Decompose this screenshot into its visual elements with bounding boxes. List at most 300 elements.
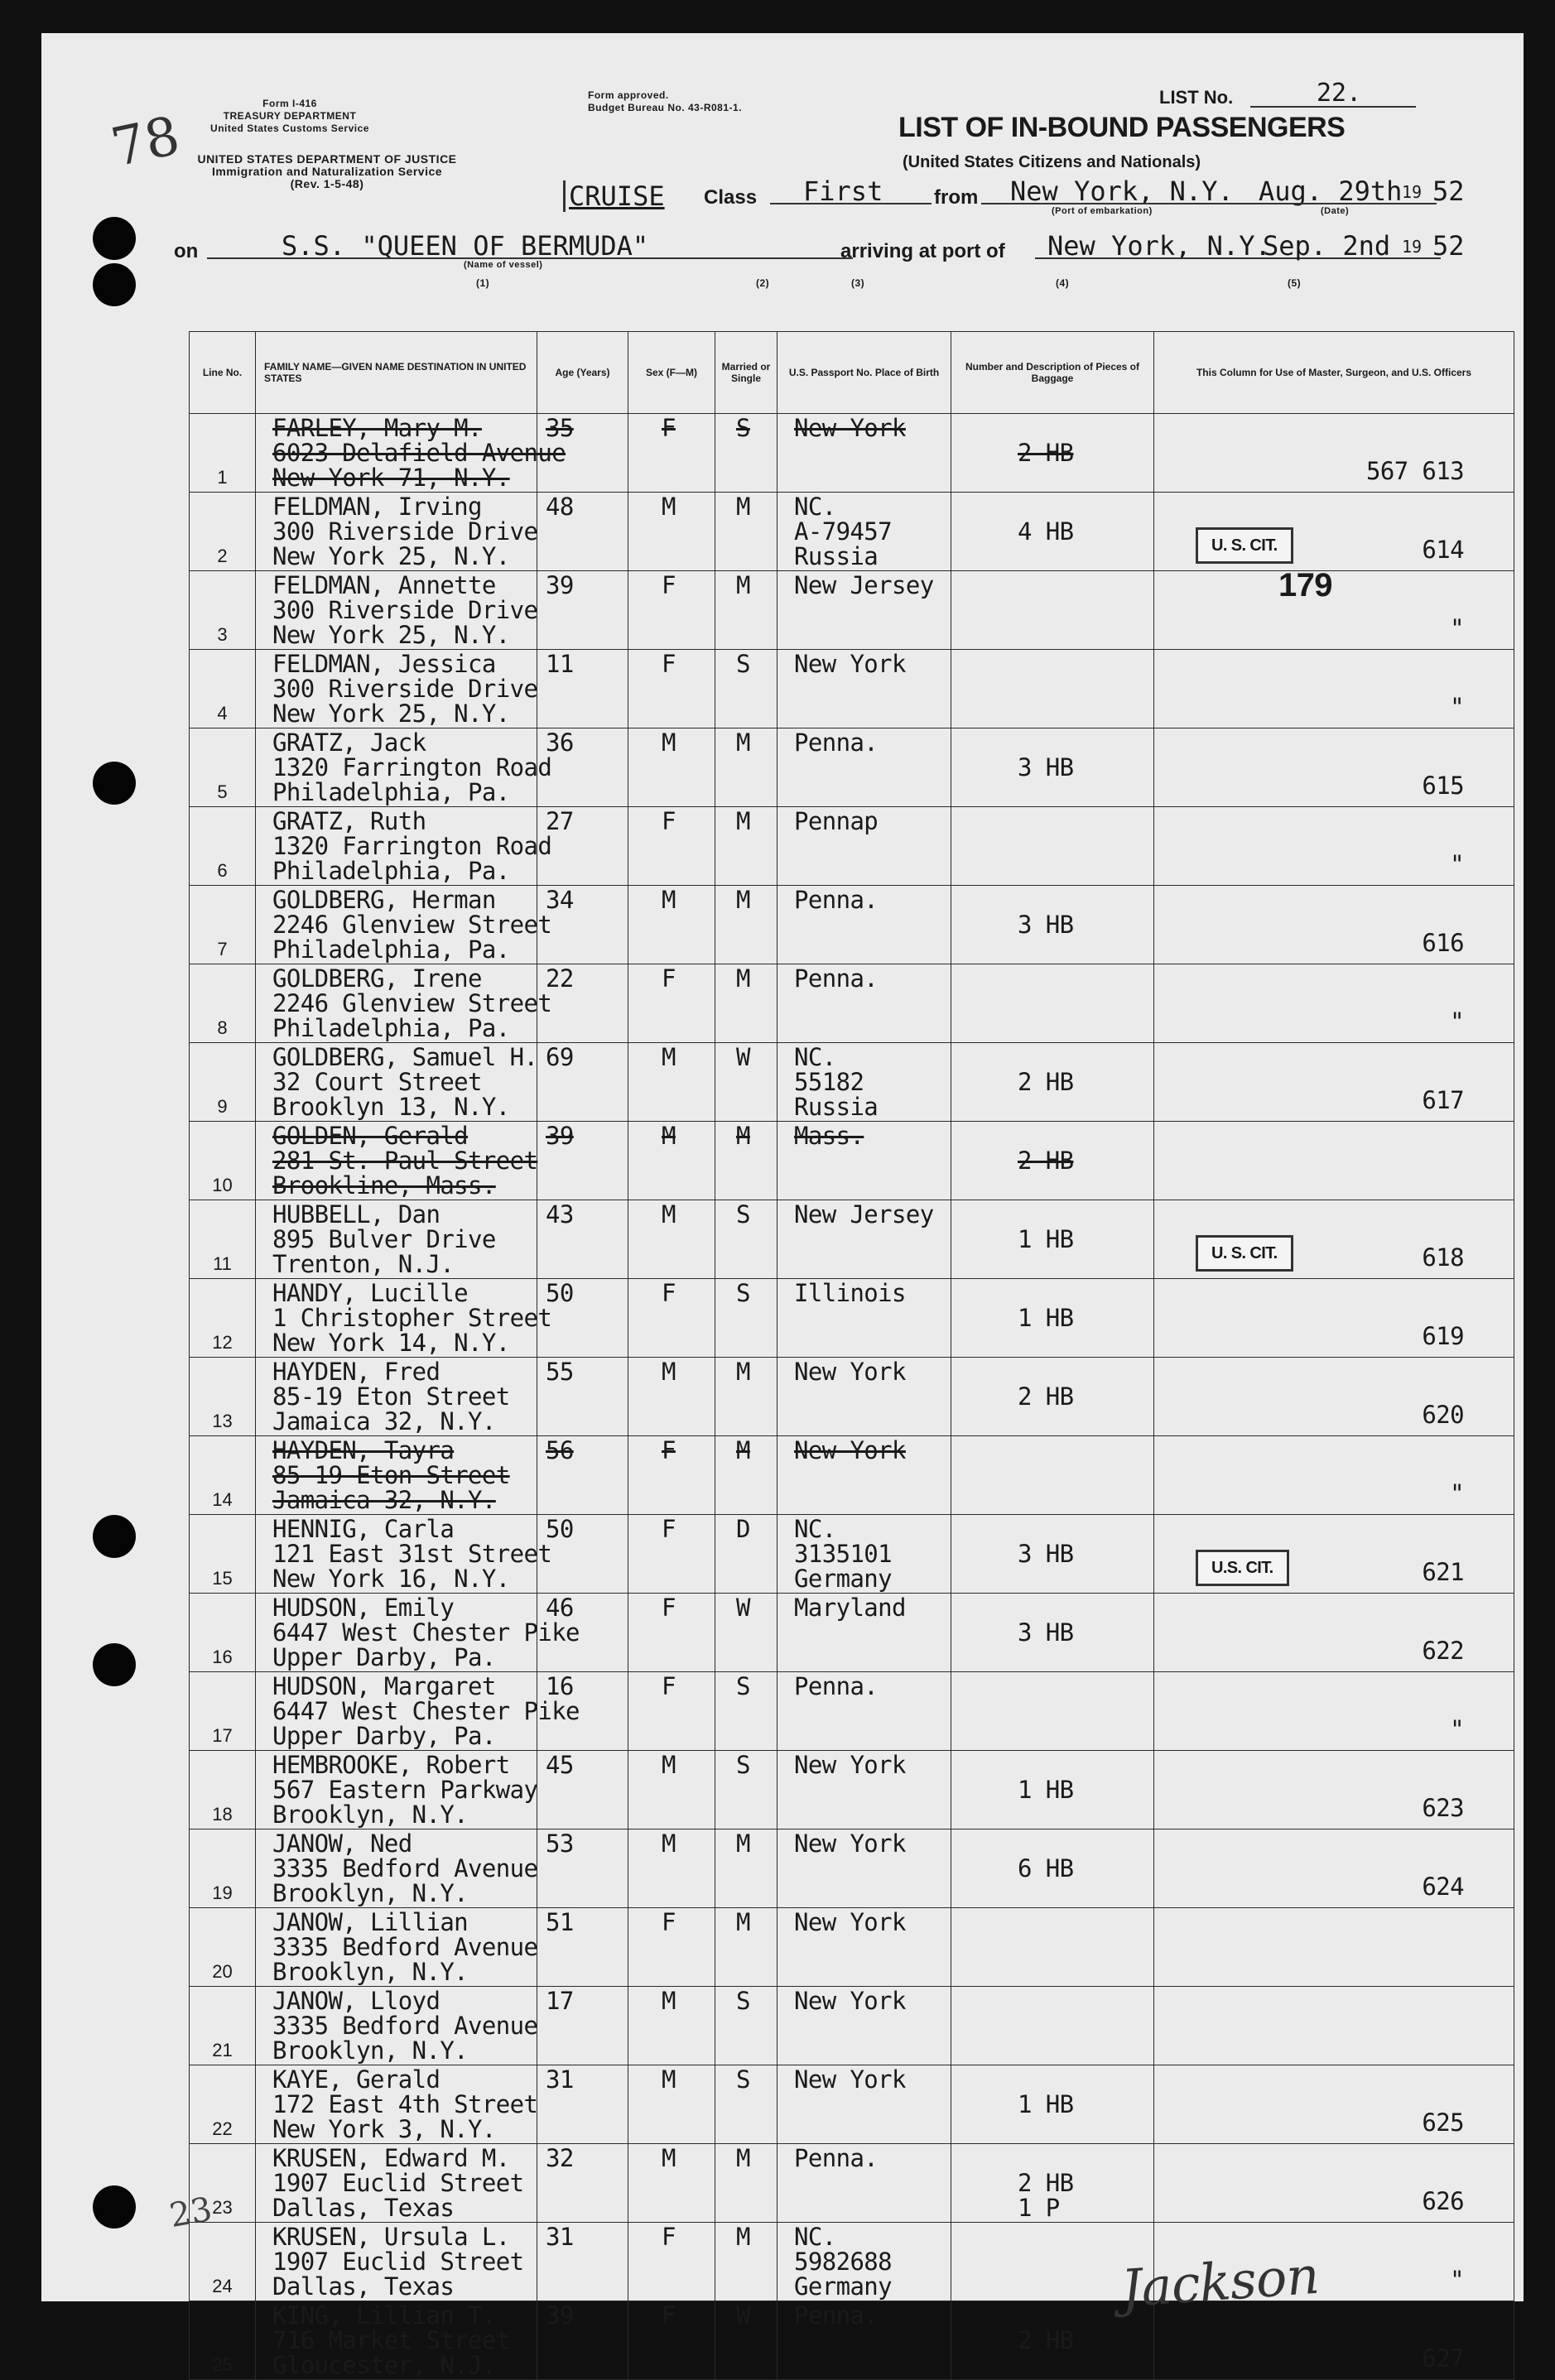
- line-number: 6: [190, 807, 256, 886]
- page-subtitle: (United States Citizens and Nationals): [903, 153, 1201, 171]
- officer-column: [1154, 886, 1514, 960]
- passport-birthplace: [778, 1829, 951, 1856]
- baggage-line-2: 3 HB: [1018, 1618, 1074, 1647]
- passenger-name: HUDSON, Emily: [272, 1594, 455, 1622]
- baggage: [951, 1515, 1153, 1566]
- baggage-line-2: 3 HB: [1018, 1540, 1074, 1568]
- passenger-name-address: [256, 1122, 537, 1198]
- passenger-name: HUBBELL, Dan: [272, 1200, 441, 1228]
- baggage-line-2: 2 HB: [1018, 439, 1074, 467]
- passport-birthplace: [778, 1122, 951, 1148]
- binder-hole: [93, 762, 136, 805]
- line-number: 23: [190, 2144, 256, 2223]
- birthplace: Russia: [794, 542, 879, 570]
- address-city: Upper Darby, Pa.: [272, 1643, 496, 1671]
- passenger-name: KING, Lillian T.: [272, 2301, 496, 2330]
- age-value: 31: [546, 2223, 574, 2251]
- officer-column: [1119, 2244, 1514, 2376]
- line-number: 16: [190, 1594, 256, 1672]
- passenger-row: [190, 1672, 1514, 1751]
- marital-value: W: [736, 1594, 750, 1622]
- passenger-name: FELDMAN, Irving: [272, 493, 482, 521]
- passport-prefix: NC.: [794, 493, 836, 521]
- sex-value: F: [662, 807, 676, 835]
- address-street: 85-19 Eton Street: [272, 1461, 510, 1489]
- marital-value: M: [736, 1829, 750, 1858]
- address-street: 3335 Bedford Avenue: [272, 2012, 538, 2040]
- passenger-name-address: [256, 1043, 537, 1119]
- officer-tally: ": [1450, 1007, 1464, 1036]
- marital-value: M: [736, 493, 750, 521]
- address-street: 2246 Glenview Street: [272, 989, 552, 1017]
- passenger-row: [190, 1908, 1514, 1987]
- passenger-name: GOLDBERG, Herman: [272, 886, 496, 914]
- arrival-port: New York, N.Y.: [1047, 230, 1271, 262]
- address-city: Brooklyn, N.Y.: [272, 1801, 469, 1829]
- table-header: [190, 332, 1514, 414]
- address-street: 567 Eastern Parkway: [272, 1776, 538, 1804]
- address-city: Trenton, N.J.: [272, 1250, 455, 1278]
- line-number: 3: [190, 571, 256, 650]
- passenger-row: [190, 886, 1514, 964]
- passenger-row: [190, 493, 1514, 571]
- birthplace: New York: [794, 1358, 906, 1386]
- address-street: 1 Christopher Street: [272, 1304, 552, 1332]
- address-street: 3335 Bedford Avenue: [272, 1933, 538, 1961]
- birthplace: Russia: [794, 1093, 879, 1121]
- officer-tally: 619: [1422, 1322, 1464, 1350]
- passenger-name-address: [256, 1436, 537, 1512]
- birthplace: New York: [794, 1751, 906, 1779]
- birthplace: New Jersey: [794, 571, 934, 599]
- baggage: [951, 1279, 1153, 1330]
- passenger-name-address: [256, 2065, 537, 2142]
- passenger-name-address: [256, 964, 552, 1042]
- passport-birthplace: [778, 1279, 951, 1305]
- passenger-name-address: [256, 2223, 537, 2299]
- sex-value: F: [662, 1436, 676, 1464]
- passport-birthplace: [778, 1043, 951, 1119]
- officer-column: [1154, 1751, 1514, 1825]
- officer-column: [1154, 2144, 1514, 2219]
- class-label: Class: [704, 186, 758, 209]
- us-citizen-stamp: U. S. CIT.: [1196, 527, 1293, 564]
- line-number: 2: [190, 493, 256, 571]
- header-sex: Sex (F—M): [628, 332, 715, 414]
- col-num-1: (1): [476, 277, 490, 289]
- passport-birthplace: [778, 1987, 951, 2013]
- birthplace: Penna.: [794, 2144, 879, 2172]
- passenger-row: [190, 650, 1514, 728]
- sex-value: M: [662, 1122, 676, 1150]
- officer-column: [1154, 1672, 1514, 1747]
- marital-value: S: [736, 1672, 750, 1700]
- address-city: Jamaica 32, N.Y.: [272, 1486, 496, 1514]
- passenger-name: HAYDEN, Fred: [272, 1358, 441, 1386]
- passenger-row: [190, 964, 1514, 1043]
- officer-column: [1154, 650, 1514, 724]
- age-value: 35: [546, 414, 574, 442]
- line-number: 9: [190, 1043, 256, 1122]
- passport-birthplace: [778, 1436, 951, 1463]
- officer-tally: 627: [1422, 2344, 1464, 2373]
- age-value: 22: [546, 964, 574, 993]
- age-value: 17: [546, 1987, 574, 2015]
- address-city: New York 25, N.Y.: [272, 621, 510, 649]
- marital-value: M: [736, 1122, 750, 1150]
- table-body: [190, 414, 1514, 2380]
- embark-port: New York, N.Y.: [1010, 175, 1234, 207]
- passenger-name-address: [256, 2144, 537, 2220]
- passenger-row: [190, 1200, 1514, 1279]
- manifest-page: 78 Form I-416 TREASURY DEPARTMENT United States Customs Service UNITED STATES DEPARTMENT OF JUSTICE Immigration and Naturalization Service (Rev. 1-5-48) Form approved. Budget Bureau No. 43-R081-1. LIST No. 22. LIST OF IN-BOUND PASSENGERS (United States Citizens and Nationals) CRUISE Class First from New York, N.Y. (Port of embarkation) Aug. 29th 19 52 (Date) on S.S. "QUEEN OF BERMUDA" (Name of vessel) arriving at port of New York, N.Y. Sep. 2nd 19 52 (1) (2) (3) (4) (5) Line No. FAMILY NAME—GIVEN NAME DESTINATION IN UNITED STATES Age (Years) Sex (F—M) Married or Single U.S. Passport No. Place of Birth Number and Description of Pieces of Baggage This Column for Use of Master, Surgeon, and U.S. Officers 1 FARLEY, Mary M. 6023 Delafield Avenue New York 71, N.Y. 35 F S New York 2 HB 567 613 2 FELDMAN, Irving 300 Riverside Drive New York 25, N.Y. 48 M M NC. A-79457 Russia 4 HB U. S. CIT. 614 3 FELDMAN, Annette 300 Riverside Drive New York 25, N.Y. 39 F M New Jersey 179 " 4 FELDMAN, Jessica 300 Riverside Drive New York 25, N.Y. 11 F S New York " 5 GRATZ, Jack 1320 Farrington Road Philadelphia, Pa. 36 M M Penna. 3 HB 615 6 GRATZ, Ruth 1320 Farrington Road Philadelphia, Pa. 27 F M Pennap " 7 GOLDBERG, Herman 2246 Glenview Street Philadelphia, Pa. 34 M M Penna. 3 HB 616 8 GOLDBERG, Irene 2246 Glenview Street Philadelphia, Pa. 22 F M Penna. " 9 GOLDBERG, Samuel H. 32 Court Street Brooklyn 13, N.Y. 69 M W NC. 55182 Russia 2 HB 617 10 GOLDEN, Gerald 281 St. Paul Street Brookline, Mass. 39 M M Mass. 2 HB 11 HUBBELL, Dan 895 Bulver Drive Trenton, N.J. 43 M S New Jersey 1 HB U. S. CIT. 618 12 HANDY, Lucille 1 Christopher Street New York 14, N.Y. 50 F S Illinois 1 HB 619 13 HAYDEN, Fred 85-19 Eton Street Jamaica 32, N.Y. 55 M M New York 2 HB 620 14 HAYDEN, Tayra 85-19 Eton Street Jamaica 32, N.Y. 56 F M New York " 15 HENNIG, Carla 121 East 31st Street New York 16, N.Y. 50 F D NC. 3135101 Germany 3 HB U.S. CIT. 621 16 HUDSON, Emily 6447 West Chester Pike Upper Darby, Pa. 46 F W Maryland 3 HB 622 17 HUDSON, Margaret 6447 West Chester Pike Upper Darby, Pa. 16 F S Penna. " 18 HEMBROOKE, Robert 567 Eastern Parkway Brooklyn, N.Y. 45 M S New York 1 HB 623 19 JANOW, Ned 3335 Bedford Avenue Brooklyn, N.Y. 53 M M New York 6 HB 624 20 JANOW, Lillian 3335 Bedford Avenue Brooklyn, N.Y. 51 F M New York 21 JANOW, Lloyd 3335 Bedford Avenue Brooklyn, N.Y. 17 M S New York 22 KAYE, Gerald 172 East 4th Street New York 3, N.Y. 31 M S New York 1 HB 625 23 KRUSEN, Edward M. 1907 Euclid Street Dallas, Texas 32 M M Penna. 2 HB 1 P 626 24 KRUSEN, Ursula L. 1907 Euclid Street Dallas, Texas 31 F M NC. 5982688 Germany " 25 KING, Lillian T. 716 Market Street Gloucester, N.J. 39 F W Penna. 2 HB Jackson 627 23: [41, 33, 1524, 2301]
- passenger-name-address: [256, 571, 537, 647]
- address-street: 85-19 Eton Street: [272, 1382, 510, 1411]
- baggage: [951, 1829, 1153, 1881]
- passport-birthplace: [778, 1672, 951, 1699]
- officer-column: [1154, 728, 1514, 803]
- passenger-row: [190, 1829, 1514, 1908]
- baggage-line-2: 4 HB: [1018, 517, 1074, 546]
- sex-value: M: [662, 2144, 676, 2172]
- address-city: Gloucester, N.J.: [272, 2351, 496, 2379]
- birthplace: New Jersey: [794, 1200, 934, 1228]
- passenger-name-address: [256, 1279, 552, 1357]
- address-street: 1320 Farrington Road: [272, 832, 552, 860]
- officer-tally: 614: [1422, 536, 1464, 564]
- officer-column: [1154, 1200, 1514, 1275]
- marital-value: S: [736, 1751, 750, 1779]
- from-label: from: [934, 186, 979, 209]
- marital-value: M: [736, 728, 750, 757]
- passenger-row: [190, 1594, 1514, 1672]
- handwritten-page-mark: 78: [106, 105, 185, 180]
- passenger-row: [190, 1436, 1514, 1515]
- officer-tally: 623: [1422, 1794, 1464, 1822]
- passenger-name: FELDMAN, Annette: [272, 571, 496, 599]
- line-number: 7: [190, 886, 256, 964]
- handwritten-bottom-mark: 23: [166, 2190, 215, 2236]
- officer-tally: ": [1450, 1715, 1464, 1743]
- sex-value: F: [662, 1908, 676, 1936]
- baggage: [951, 571, 1153, 598]
- line-number: 11: [190, 1200, 256, 1279]
- us-citizen-stamp: U.S. CIT.: [1196, 1550, 1289, 1586]
- address-city: New York 3, N.Y.: [272, 2115, 496, 2143]
- address-city: New York 25, N.Y.: [272, 542, 510, 570]
- passenger-row: [190, 1751, 1514, 1829]
- passenger-name: JANOW, Ned: [272, 1829, 412, 1858]
- address-city: Brookline, Mass.: [272, 1171, 496, 1200]
- passenger-name: GRATZ, Ruth: [272, 807, 426, 835]
- sex-value: M: [662, 1200, 676, 1228]
- passenger-name-address: [256, 493, 537, 569]
- passport-birthplace: [778, 1751, 951, 1777]
- sex-value: F: [662, 571, 676, 599]
- officer-tally: 615: [1422, 772, 1464, 800]
- baggage: [951, 493, 1153, 544]
- address-city: Philadelphia, Pa.: [272, 1014, 510, 1042]
- baggage: [951, 1200, 1153, 1252]
- age-value: 31: [546, 2065, 574, 2094]
- sex-value: F: [662, 414, 676, 442]
- officer-column: [1154, 964, 1514, 1039]
- passenger-row: [190, 1358, 1514, 1436]
- baggage-line-2: 2 HB: [1018, 2326, 1074, 2354]
- passport-birthplace: [778, 571, 951, 598]
- passenger-row: [190, 2144, 1514, 2223]
- binder-hole: [93, 2185, 136, 2229]
- sex-value: F: [662, 1279, 676, 1307]
- address-street: 300 Riverside Drive: [272, 596, 538, 624]
- officer-tally: 621: [1422, 1558, 1464, 1586]
- passenger-name-address: [256, 1987, 537, 2063]
- passport-birthplace: [778, 1200, 951, 1227]
- officer-column: [1154, 1043, 1514, 1118]
- baggage-line-2: 2 HB: [1018, 1147, 1074, 1175]
- baggage: [951, 1122, 1153, 1173]
- baggage: [951, 414, 1153, 465]
- baggage-line-2: 3 HB: [1018, 911, 1074, 939]
- address-street: 716 Market Street: [272, 2326, 510, 2354]
- age-value: 32: [546, 2144, 574, 2172]
- arrival-year: 52: [1432, 230, 1465, 262]
- officer-column: [1154, 1358, 1514, 1432]
- baggage: [951, 1043, 1153, 1094]
- passenger-row: [190, 1987, 1514, 2065]
- passport-number: A-79457: [794, 517, 893, 546]
- passenger-row: [190, 1122, 1514, 1200]
- officer-tally: 622: [1422, 1637, 1464, 1665]
- passport-prefix: NC.: [794, 2223, 836, 2251]
- address-city: Philadelphia, Pa.: [272, 778, 510, 806]
- birthplace: Penna.: [794, 1672, 879, 1700]
- baggage-line-2: 2 HB: [1018, 1068, 1074, 1096]
- col-num-2: (2): [756, 277, 770, 289]
- sex-value: M: [662, 493, 676, 521]
- marital-value: S: [736, 1279, 750, 1307]
- age-value: 11: [546, 650, 574, 678]
- header-name: FAMILY NAME—GIVEN NAME DESTINATION IN UNITED STATES: [256, 332, 537, 414]
- passenger-name-address: [256, 1200, 537, 1277]
- address-street: 3335 Bedford Avenue: [272, 1854, 538, 1882]
- passenger-name: KRUSEN, Ursula L.: [272, 2223, 510, 2251]
- address-street: 6447 West Chester Pike: [272, 1697, 580, 1725]
- sex-value: F: [662, 964, 676, 993]
- passenger-name-address: [256, 1751, 537, 1827]
- passenger-name: HUDSON, Margaret: [272, 1672, 496, 1700]
- marital-value: D: [736, 1515, 750, 1543]
- passport-birthplace: [778, 2301, 951, 2328]
- address-city: Brooklyn, N.Y.: [272, 2036, 469, 2065]
- baggage-line-2: 6 HB: [1018, 1854, 1074, 1882]
- baggage-line-1: 2 HB: [1018, 2169, 1074, 2197]
- officer-tally: 617: [1422, 1086, 1464, 1114]
- passenger-name-address: [256, 2301, 537, 2378]
- birthplace: New York: [794, 1829, 906, 1858]
- passenger-row: [190, 1279, 1514, 1358]
- birthplace: New York: [794, 2065, 906, 2094]
- address-city: Upper Darby, Pa.: [272, 1722, 496, 1750]
- col-num-3: (3): [851, 277, 865, 289]
- cruise-label: CRUISE: [563, 180, 665, 212]
- passenger-row: [190, 1515, 1514, 1594]
- baggage: [951, 964, 1153, 991]
- address-street: 32 Court Street: [272, 1068, 482, 1096]
- sex-value: F: [662, 1672, 676, 1700]
- on-label: on: [174, 240, 199, 262]
- line-number: 18: [190, 1751, 256, 1829]
- sex-value: M: [662, 1987, 676, 2015]
- binder-hole: [93, 263, 136, 306]
- line-number: 14: [190, 1436, 256, 1515]
- address-street: 1320 Farrington Road: [272, 753, 552, 781]
- age-value: 50: [546, 1515, 574, 1543]
- age-value: 39: [546, 2301, 574, 2330]
- marital-value: S: [736, 1987, 750, 2015]
- passenger-name: HAYDEN, Tayra: [272, 1436, 455, 1464]
- passenger-table: [189, 331, 1514, 2380]
- passenger-name: HEMBROOKE, Robert: [272, 1751, 510, 1779]
- line-number: 21: [190, 1987, 256, 2065]
- passenger-name: JANOW, Lloyd: [272, 1987, 441, 2015]
- passport-birthplace: [778, 2144, 951, 2171]
- passport-birthplace: [778, 728, 951, 755]
- marital-value: W: [736, 2301, 750, 2330]
- baggage-line-2: 1 HB: [1018, 1776, 1074, 1804]
- header-age: Age (Years): [537, 332, 628, 414]
- age-value: 50: [546, 1279, 574, 1307]
- address-street: 300 Riverside Drive: [272, 675, 538, 703]
- marital-value: M: [736, 1908, 750, 1936]
- baggage-line-2: 1 HB: [1018, 1304, 1074, 1332]
- age-value: 34: [546, 886, 574, 914]
- baggage: [951, 728, 1153, 780]
- marital-value: M: [736, 571, 750, 599]
- header-married: Married or Single: [715, 332, 778, 414]
- marital-value: S: [736, 650, 750, 678]
- birthplace: New York: [794, 1908, 906, 1936]
- line-number: 1: [190, 414, 256, 493]
- address-city: New York 25, N.Y.: [272, 700, 510, 728]
- passenger-row: [190, 571, 1514, 650]
- passenger-name-address: [256, 1358, 537, 1434]
- port-caption: (Port of embarkation): [1052, 206, 1153, 216]
- arriving-label: arriving at port of: [840, 240, 1005, 262]
- passport-prefix: NC.: [794, 1043, 836, 1071]
- passenger-name: FELDMAN, Jessica: [272, 650, 496, 678]
- passenger-row: [190, 1043, 1514, 1122]
- line-number: 8: [190, 964, 256, 1043]
- baggage: [951, 1358, 1153, 1409]
- birthplace: Pennap: [794, 807, 879, 835]
- passenger-name: KRUSEN, Edward M.: [272, 2144, 510, 2172]
- birthplace: New York: [794, 650, 906, 678]
- passport-birthplace: [778, 807, 951, 834]
- marital-value: M: [736, 2144, 750, 2172]
- age-value: 55: [546, 1358, 574, 1386]
- address-street: 1907 Euclid Street: [272, 2169, 524, 2197]
- officer-column: [1154, 1279, 1514, 1353]
- passport-birthplace: [778, 2223, 951, 2299]
- passport-number: 55182: [794, 1068, 864, 1096]
- passenger-name: JANOW, Lillian: [272, 1908, 469, 1936]
- officer-column: [1154, 493, 1514, 567]
- baggage: [951, 2144, 1153, 2220]
- age-value: 39: [546, 1122, 574, 1150]
- passenger-name: HENNIG, Carla: [272, 1515, 455, 1543]
- passport-birthplace: [778, 964, 951, 991]
- officer-column: [1154, 1436, 1514, 1511]
- address-street: 6447 West Chester Pike: [272, 1618, 580, 1647]
- marital-value: M: [736, 2223, 750, 2251]
- passenger-row: [190, 2065, 1514, 2144]
- passenger-row: [190, 807, 1514, 886]
- passenger-row: [190, 728, 1514, 807]
- address-city: Brooklyn, N.Y.: [272, 1879, 469, 1907]
- col-num-5: (5): [1288, 277, 1302, 289]
- passenger-name-address: [256, 1515, 552, 1593]
- passenger-name-address: [256, 1908, 537, 1984]
- line-number: 24: [190, 2223, 256, 2301]
- passenger-name-address: [256, 886, 552, 964]
- address-street: 1907 Euclid Street: [272, 2248, 524, 2276]
- address-street: 300 Riverside Drive: [272, 517, 538, 546]
- col-num-4: (4): [1056, 277, 1070, 289]
- sex-value: F: [662, 1594, 676, 1622]
- line-number: 10: [190, 1122, 256, 1200]
- address-city: New York 71, N.Y.: [272, 464, 510, 492]
- baggage-line-2: 1 HB: [1018, 1225, 1074, 1253]
- baggage: [951, 1987, 1153, 2013]
- baggage: [951, 1672, 1153, 1699]
- officer-column: [1154, 1515, 1514, 1589]
- line-number: 12: [190, 1279, 256, 1358]
- passenger-name-address: [256, 650, 537, 726]
- page-title: LIST OF IN-BOUND PASSENGERS: [898, 112, 1346, 143]
- officer-column: [1154, 1987, 1514, 2061]
- sex-value: M: [662, 1829, 676, 1858]
- passport-birthplace: [778, 2065, 951, 2092]
- sex-value: F: [662, 650, 676, 678]
- passport-number: 3135101: [794, 1540, 893, 1568]
- sex-value: M: [662, 1043, 676, 1071]
- vessel-name: S.S. "QUEEN OF BERMUDA": [282, 230, 649, 262]
- passport-birthplace: [778, 1358, 951, 1384]
- officer-tally: ": [1450, 2266, 1464, 2294]
- address-city: Dallas, Texas: [272, 2272, 455, 2301]
- address-city: Brooklyn, N.Y.: [272, 1958, 469, 1986]
- baggage: [951, 1908, 1153, 1935]
- class-value: First: [803, 175, 883, 207]
- officer-tally: ": [1450, 614, 1464, 642]
- us-citizen-stamp: U. S. CIT.: [1196, 1235, 1293, 1272]
- passenger-name: KAYE, Gerald: [272, 2065, 441, 2094]
- officer-column: [1154, 807, 1514, 882]
- passenger-name: HANDY, Lucille: [272, 1279, 469, 1307]
- header-line-no: Line No.: [190, 332, 256, 414]
- arrival-date: Sep. 2nd: [1263, 230, 1391, 262]
- birthplace: Illinois: [794, 1279, 906, 1307]
- birthplace: New York: [794, 1436, 906, 1464]
- sex-value: M: [662, 886, 676, 914]
- baggage: [951, 650, 1153, 676]
- age-value: 46: [546, 1594, 574, 1622]
- officer-tally: 620: [1422, 1401, 1464, 1429]
- baggage-line-2: 3 HB: [1018, 753, 1074, 781]
- marital-value: S: [736, 2065, 750, 2094]
- passenger-row: [190, 414, 1514, 493]
